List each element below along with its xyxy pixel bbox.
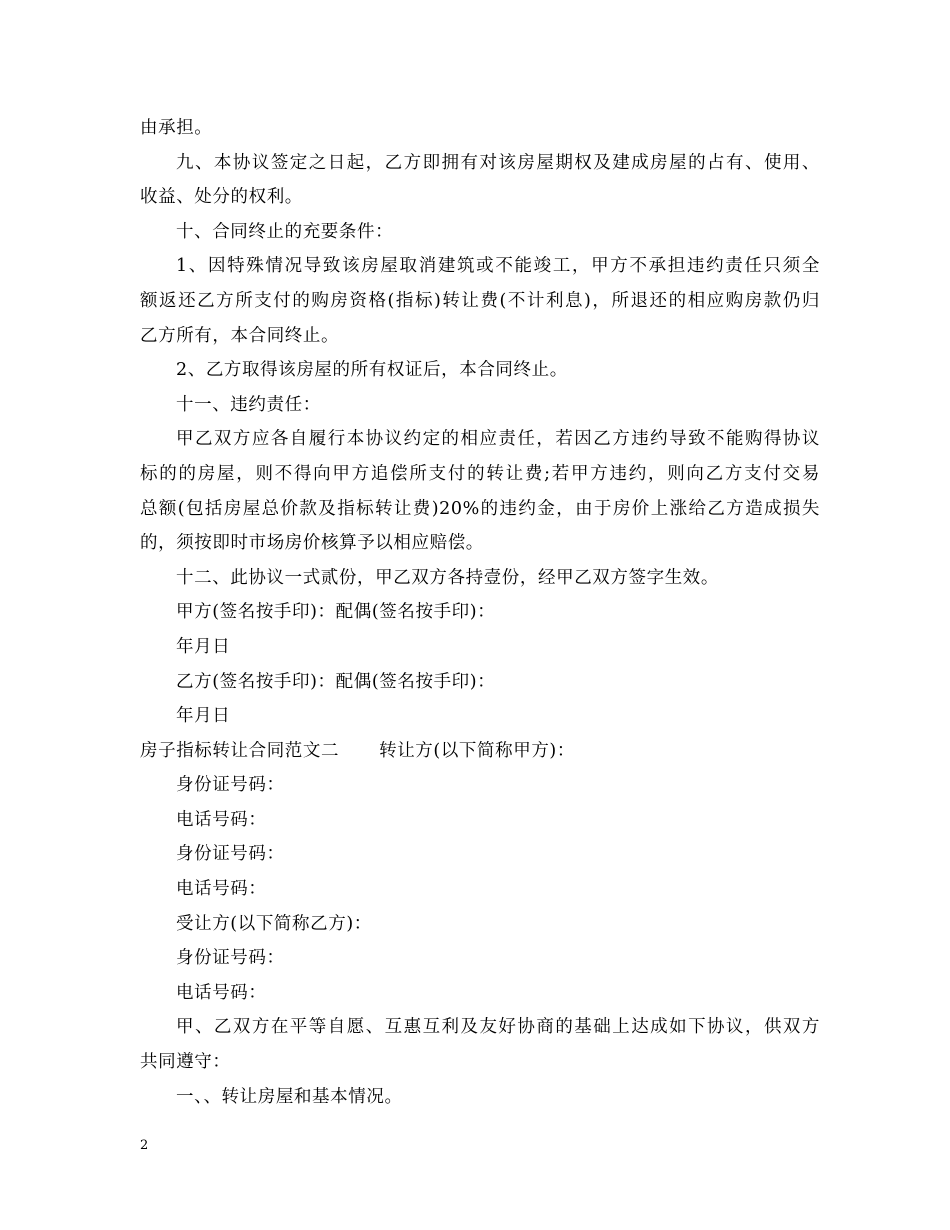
- date-line: 年月日: [176, 636, 231, 657]
- signature-line: 甲方(签名按手印)：配偶(签名按手印)：: [176, 602, 496, 623]
- form-field-line: 身份证号码：: [176, 844, 285, 865]
- text-line: 乙方所有，本合同终止。: [140, 325, 340, 346]
- form-field-line: 身份证号码：: [176, 948, 285, 969]
- form-field-line: 受让方(以下简称乙方)：: [176, 913, 372, 934]
- text-line: 标的的房屋，则不得向甲方追偿所支付的转让费;若甲方违约，则向乙方支付交易: [140, 463, 820, 484]
- date-line: 年月日: [176, 706, 231, 727]
- text-line: 九、本协议签定之日起，乙方即拥有对该房屋期权及建成房屋的占有、使用、: [176, 152, 820, 173]
- text-line: 2、乙方取得该房屋的所有权证后，本合同终止。: [176, 360, 568, 381]
- text-line: 1、因特殊情况导致该房屋取消建筑或不能竣工，甲方不承担违约责任只须全: [176, 256, 820, 277]
- text-line: 由承担。: [140, 118, 213, 138]
- text-line: 一、、转让房屋和基本情况。: [176, 1086, 403, 1107]
- section-title: 房子指标转让合同范文二: [140, 740, 340, 761]
- section-title-tail: 转让方(以下简称甲方)：: [379, 740, 575, 761]
- text-line: 甲、乙双方在平等自愿、互惠互利及友好协商的基础上达成如下协议，供双方: [176, 1017, 820, 1038]
- section-title-line: [140, 734, 820, 769]
- text-line: 共同遵守：: [140, 1052, 231, 1073]
- text-line: 收益、处分的权利。: [140, 187, 303, 208]
- text-line: 的，须按即时市场房价核算予以相应赔偿。: [140, 533, 484, 554]
- text-line: 十二、此协议一式贰份，甲乙双方各持壹份，经甲乙双方签字生效。: [176, 567, 719, 588]
- form-field-line: 电话号码：: [176, 809, 267, 830]
- form-field-line: 电话号码：: [176, 982, 267, 1003]
- text-line: 十一、违约责任：: [176, 394, 321, 415]
- text-line: 额返还乙方所支付的购房资格(指标)转让费(不计利息)，所退还的相应购房款仍归: [140, 290, 820, 311]
- text-line: 十、合同终止的充要条件：: [176, 221, 394, 242]
- document-body: [140, 111, 820, 1114]
- form-field-line: 电话号码：: [176, 879, 267, 900]
- form-field-line: 身份证号码：: [176, 775, 285, 796]
- text-line: 甲乙双方应各自履行本协议约定的相应责任，若因乙方违约导致不能购得协议: [176, 429, 820, 450]
- page-number: 2: [140, 1138, 149, 1153]
- text-line: 总额(包括房屋总价款及指标转让费)20%的违约金，由于房价上涨给乙方造成损失: [140, 498, 820, 519]
- signature-line: 乙方(签名按手印)：配偶(签名按手印)：: [176, 671, 496, 692]
